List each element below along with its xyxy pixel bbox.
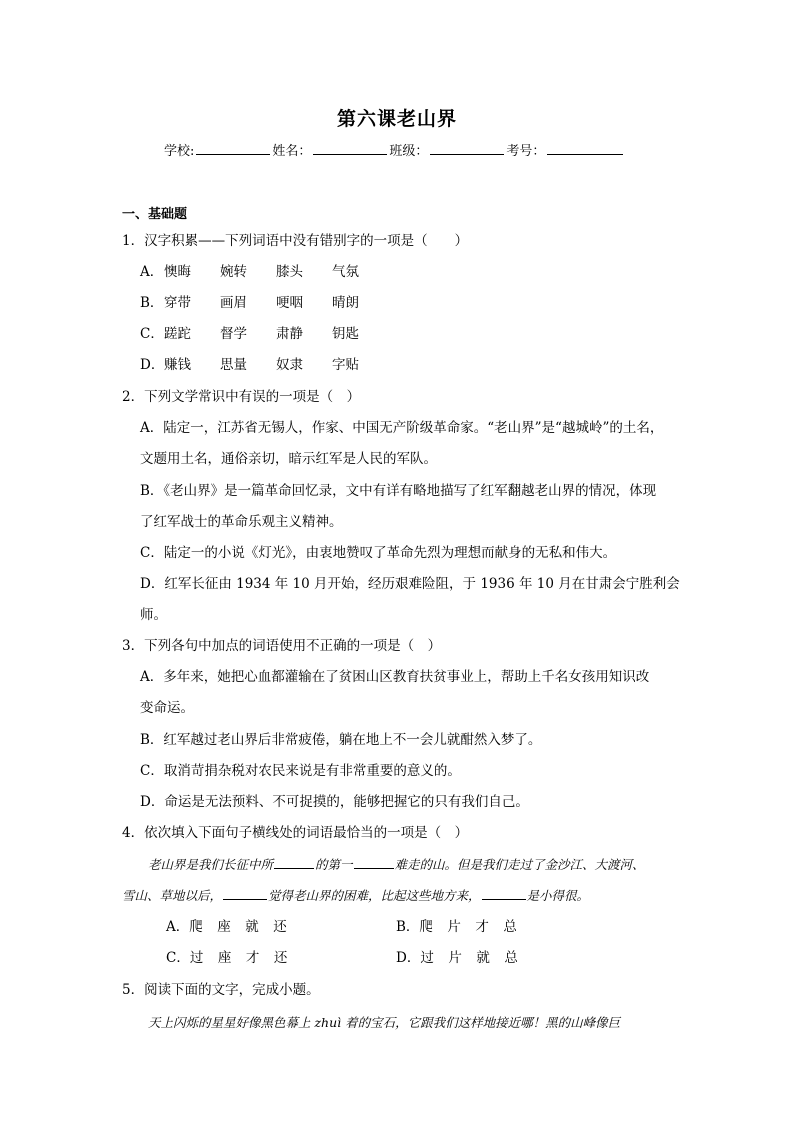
- exam-no-label: 考号：: [506, 144, 546, 159]
- question-3-option-c: C．取消苛捐杂税对农民来说是有非常重要的意义的。: [140, 763, 461, 779]
- question-3-option-b: B．红军越过老山界后非常疲倦，躺在地上不一会儿就酣然入梦了。: [140, 732, 542, 748]
- question-1-option-b: B．穿带 画眉 哽咽 晴朗: [140, 295, 359, 311]
- question-4-sentence-line-2: 雪山、草地以后， 觉得老山界的困难，比起这些地方来， 是小得很。: [122, 888, 590, 903]
- question-1-option-d: D．赚钱 思量 奴隶 字贴: [140, 357, 359, 373]
- question-2-option-d: D．红军长征由 1934 年 10 月开始，经历艰难险阻，于 1936 年 10 月在甘肃会宁胜利会: [140, 576, 680, 592]
- question-4-option-c: C．过 座 才 还: [166, 950, 288, 966]
- exam-no-blank[interactable]: [547, 142, 623, 155]
- school-label: 学校:: [164, 144, 195, 159]
- question-5-passage-line-1: 天上闪烁的星星好像黑色幕上 zhuì 着的宝石，它跟我们这样地接近哪！黑的山峰像巨: [148, 1015, 621, 1030]
- question-4-stem: 4．依次填入下面句子横线处的词语最恰当的一项是（ ）: [122, 825, 469, 841]
- question-4-option-a: A．爬 座 就 还: [166, 919, 287, 935]
- class-blank[interactable]: [430, 142, 504, 155]
- question-1-option-a: A．懊晦 婉转 膝头 气氛: [140, 264, 359, 280]
- school-blank[interactable]: [196, 142, 270, 155]
- question-3-option-d: D．命运是无法预料、不可捉摸的，能够把握它的只有我们自己。: [140, 794, 529, 810]
- class-label: 班级：: [389, 144, 429, 159]
- question-2-option-a-cont: 文题用土名，通俗亲切，暗示红军是人民的军队。: [140, 451, 437, 467]
- question-1-stem: 1．汉字积累——下列词语中没有错别字的一项是（ ）: [122, 233, 469, 249]
- name-blank[interactable]: [313, 142, 387, 155]
- question-3-stem: 3．下列各句中加点的词语使用不正确的一项是（ ）: [122, 638, 442, 654]
- section-heading: 一、基础题: [122, 207, 188, 222]
- question-4-sentence-line-1: 老山界是我们长征中所 的第一 难走的山。但是我们走过了金沙江、大渡河、: [148, 857, 645, 872]
- question-3-option-a-cont: 变命运。: [140, 700, 194, 716]
- page-title: 第六课老山界: [336, 108, 457, 130]
- question-2-option-a: A．陆定一，江苏省无锡人，作家、中国无产阶级革命家。“老山界”是“越城岭”的土名，: [140, 420, 664, 436]
- student-info-line: [164, 140, 644, 159]
- fill-blank-4[interactable]: [482, 887, 526, 900]
- question-1-option-c: C．蹉跎 督学 肃静 钥匙: [140, 326, 359, 342]
- question-2-option-b-cont: 了红军战士的革命乐观主义精神。: [140, 514, 343, 530]
- question-2-option-c: C．陆定一的小说《灯光》，由衷地赞叹了革命先烈为理想而献身的无私和伟大。: [140, 545, 617, 561]
- name-label: 姓名：: [272, 144, 312, 159]
- fill-blank-1[interactable]: [274, 856, 314, 869]
- fill-blank-3[interactable]: [223, 887, 267, 900]
- question-2-option-d-cont: 师。: [140, 607, 167, 623]
- question-5-stem: 5．阅读下面的文字，完成小题。: [122, 982, 320, 998]
- fill-blank-2[interactable]: [354, 856, 394, 869]
- question-4-option-b: B．爬 片 才 总: [396, 919, 517, 935]
- question-2-option-b: B．《老山界》是一篇革命回忆录，文中有详有略地描写了红军翻越老山界的情况，体现: [140, 483, 657, 499]
- question-2-stem: 2．下列文学常识中有误的一项是（ ）: [122, 389, 361, 405]
- question-4-option-d: D．过 片 就 总: [396, 950, 518, 966]
- question-3-option-a: A．多年来，她把心血都灌输在了贫困山区教育扶贫事业上，帮助上千名女孩用知识改: [140, 669, 650, 685]
